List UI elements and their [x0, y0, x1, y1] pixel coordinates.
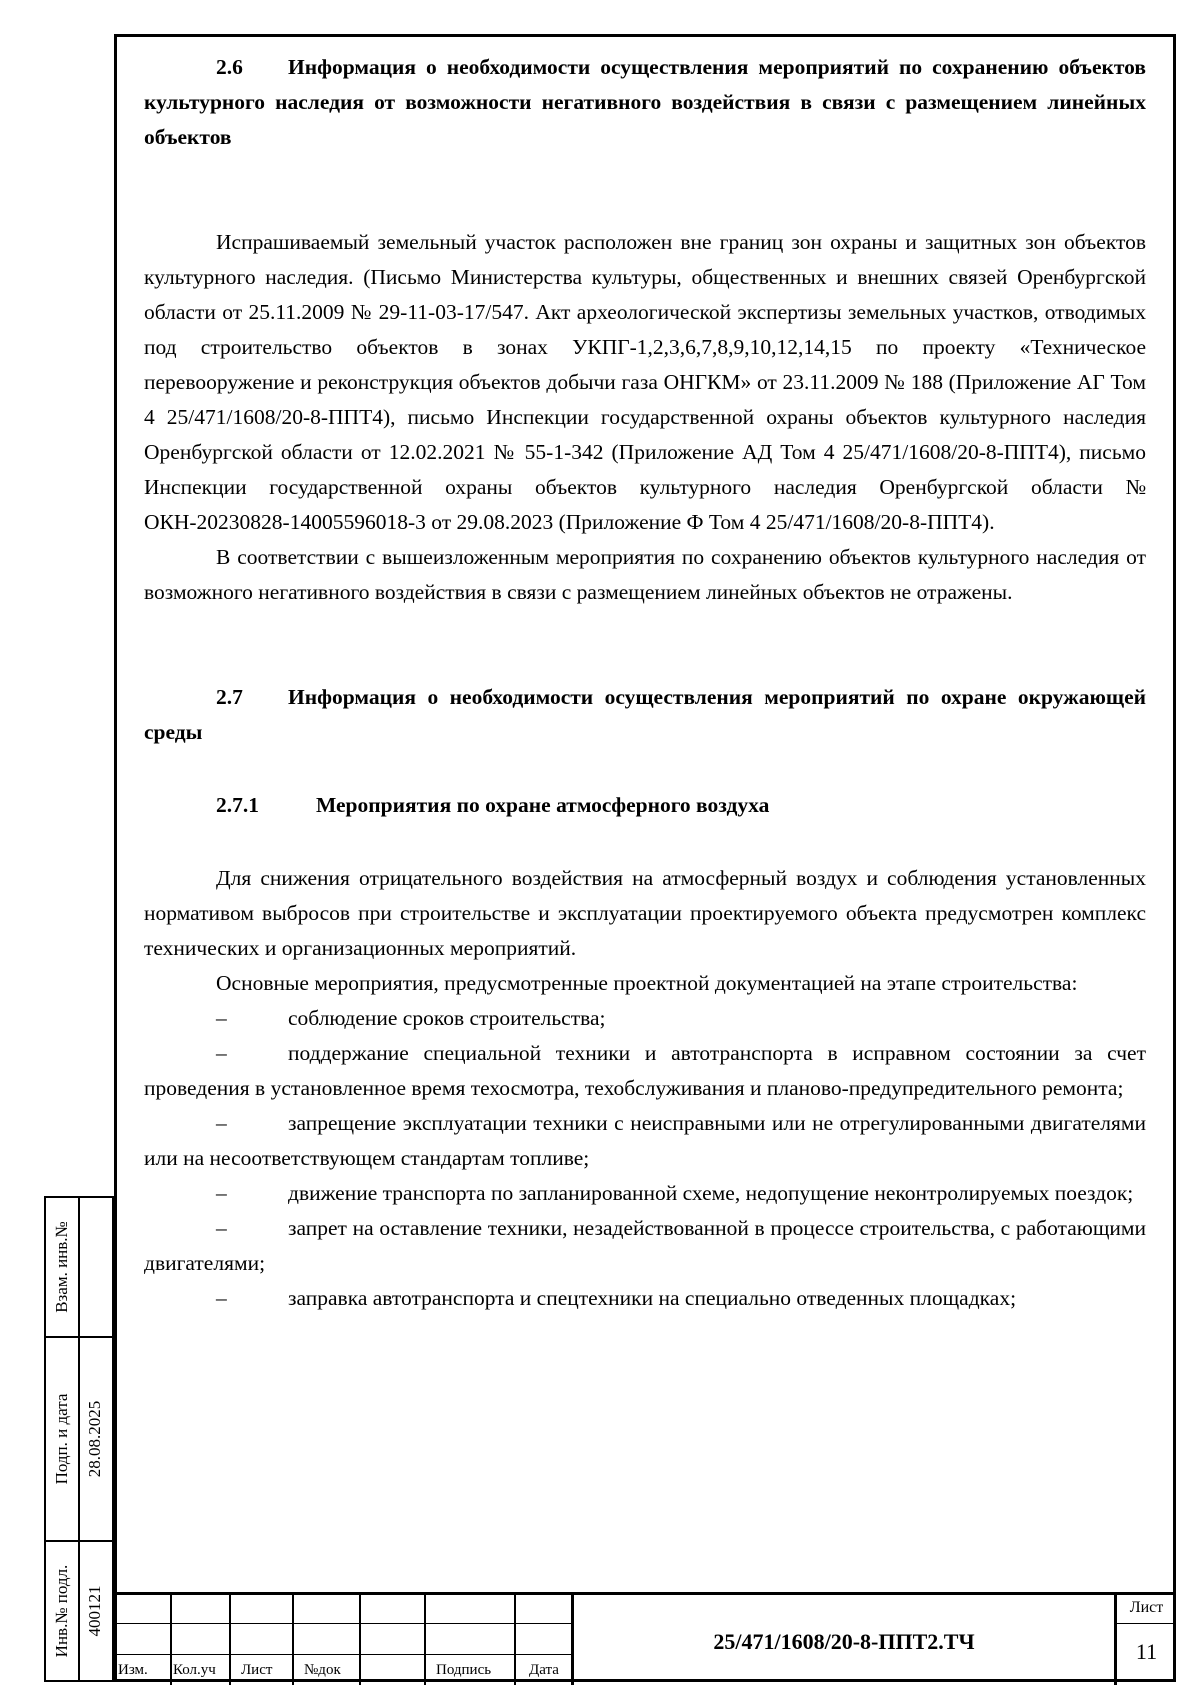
side-stamp-vzam — [44, 1196, 114, 1338]
paragraph: Для снижения отрицательного воздействия на атмосферный воздух и соблюдения установленных нормативом выбросов при строительстве и эксплуатации проектируемого объекта предусмотрен комплекс технических и организационных мероприятий. — [144, 866, 1146, 960]
col-izm: Изм. — [118, 1662, 148, 1678]
stamp-label: Подп. и дата — [52, 1393, 71, 1485]
col-kol-uch: Кол.уч — [173, 1662, 216, 1678]
dash-marker: – — [216, 1286, 227, 1310]
section-title: Мероприятия по охране атмосферного воздуха — [316, 793, 770, 817]
dash-marker: – — [216, 1181, 227, 1205]
sheet-label: Лист — [1129, 1599, 1164, 1616]
side-stamp-podp — [44, 1336, 114, 1542]
list-item: – поддержание специальной техники и автотранспорта в исправном состоянии за счет проведения в установленное время техосмотра, техобслуживания и планово-предупредительного ремонта; — [144, 1036, 1146, 1106]
col-data: Дата — [529, 1662, 559, 1678]
document-body — [144, 50, 1146, 1316]
dash-marker: – — [216, 1006, 227, 1030]
title-block — [114, 1592, 1176, 1682]
section-number: 2.7.1 — [216, 793, 259, 817]
paragraph: Испрашиваемый земельный участок расположен вне границ зон охраны и защитных зон объектов культурного наследия. (Письмо Министерства культуры, общественных и внешних связей Оренбургской области от 25.11.2009 № 29-11-03-17/547. Акт археологической экспертизы земельных участков, отводимых под строительство объектов в зонах УКПГ-1,2,3,6,7,8,9,10,12,14,15 по проекту «Техническое перевооружение и реконструкция объектов добычи газа ОНГКМ» от 23.11.2009 № 188 (Приложение АГ Том 4 25/471/1608/20-8-ППТ4), письмо Инспекции государственной охраны объектов культурного наследия Оренбургской области от 12.02.2021 № 55-1-342 (Приложение АД Том 4 25/471/1608/20-8-ППТ4), письмо Инспекции государственной охраны объектов культурного наследия Оренбургской области № ОКН-20230828-14005596018-3 от 29.08.2023 (Приложение Ф Том 4 25/471/1608/20-8-ППТ4). — [144, 230, 1146, 534]
section-heading-2-6 — [144, 50, 1146, 155]
col-ndok: №док — [304, 1662, 341, 1678]
stamp-inv-number: 400121 — [85, 1585, 104, 1637]
section-title: Информация о необходимости осуществления мероприятий по охране окружающей среды — [144, 685, 1146, 744]
section-heading-2-7 — [144, 680, 1146, 750]
stamp-label: Инв.№ подл. — [52, 1564, 71, 1658]
dash-marker: – — [216, 1041, 227, 1065]
section-heading-2-7-1 — [144, 788, 1146, 823]
sheet-number: 11 — [1135, 1639, 1158, 1664]
col-podpis: Подпись — [436, 1662, 492, 1678]
list-item: – запрет на оставление техники, незадействованной в процессе строительства, с работающими двигателями; — [144, 1211, 1146, 1281]
section-number: 2.7 — [216, 685, 243, 709]
stamp-date: 28.08.2025 — [85, 1400, 104, 1478]
section-title: Информация о необходимости осуществления мероприятий по сохранению объектов культурного наследия от возможности негативного воздействия в связи с размещением линейных объектов — [144, 55, 1146, 149]
list-item: – заправка автотранспорта и спецтехники на специально отведенных площадках; — [144, 1281, 1146, 1316]
paragraph: В соответствии с вышеизложенным мероприятия по сохранению объектов культурного наследия от возможного негативного воздействия в связи с размещением линейных объектов не отражены. — [144, 545, 1146, 604]
paragraph: Основные мероприятия, предусмотренные проектной документацией на этапе строительства: — [216, 971, 1078, 995]
stamp-label: Взам. инв.№ — [52, 1221, 71, 1313]
list-item: – соблюдение сроков строительства; — [144, 1001, 1146, 1036]
side-stamp-inv — [44, 1540, 114, 1682]
col-list: Лист — [241, 1662, 273, 1678]
dash-marker: – — [216, 1111, 227, 1135]
section-number: 2.6 — [216, 55, 243, 79]
dash-marker: – — [216, 1216, 227, 1240]
list-item: – запрещение эксплуатации техники с неисправными или не отрегулированными двигателями или на несоответствующем стандартам топливе; — [144, 1106, 1146, 1176]
list-item: – движение транспорта по запланированной схеме, недопущение неконтролируемых поездок; — [144, 1176, 1146, 1211]
doc-code: 25/471/1608/20-8-ППТ2.ТЧ — [713, 1629, 975, 1654]
